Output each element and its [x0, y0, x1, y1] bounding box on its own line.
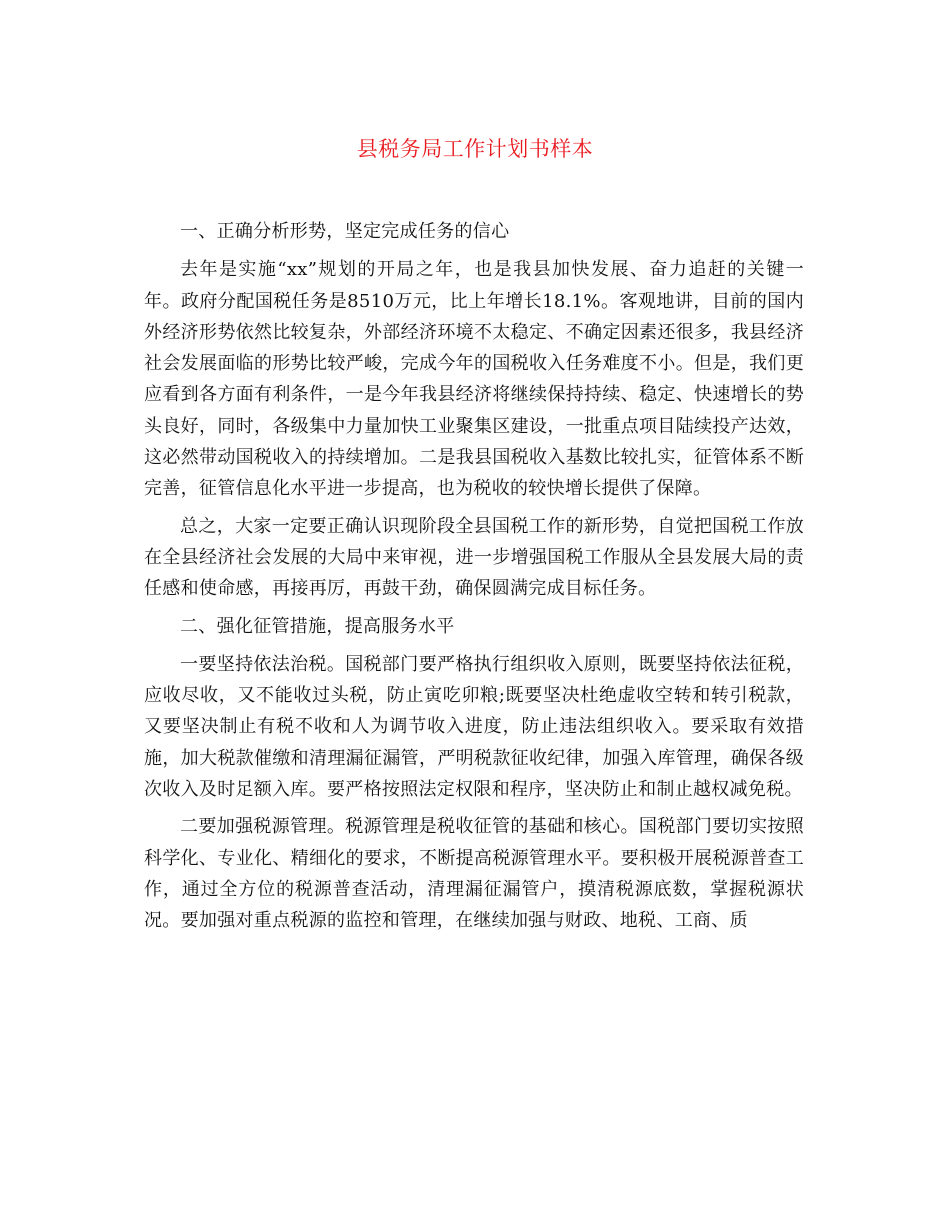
paragraph-rule-of-law: 一要坚持依法治税。国税部门要严格执行组织收入原则，既要坚持依法征税，应收尽收，又不能收过头税，防止寅吃卯粮;既要坚决杜绝虚收空转和转引税款，又要坚决制止有税不收和人为调节收入进度，防止违法组织收入。要采取有效措施，加大税款催缴和清理漏征漏管，严明税款征收纪律，加强入库管理，确保各级次收入及时足额入库。要严格按照法定权限和程序，坚决防止和制止越权减免税。 — [144, 653, 804, 801]
paragraph-background: 去年是实施“xx”规划的开局之年，也是我县加快发展、奋力追赶的关键一年。政府分配国税任务是8510万元，比上年增长18.1%。客观地讲，目前的国内外经济形势依然比较复杂，外部经济环境不太稳定、不确定因素还很多，我县经济社会发展面临的形势比较严峻，完成今年的国税收入任务难度不小。但是，我们更应看到各方面有利条件，一是今年我县经济将继续保持持续、稳定、快速增长的势头良好，同时，各级集中力量加快工业聚集区建设，一批重点项目陆续投产达效，这必然带动国税收入的持续增加。二是我县国税收入基数比较扎实，征管体系不断完善，征管信息化水平进一步提高，也为税收的较快增长提供了保障。 — [144, 259, 804, 500]
document-body — [144, 216, 804, 943]
paragraph-tax-source: 二要加强税源管理。税源管理是税收征管的基础和核心。国税部门要切实按照科学化、专业化、精细化的要求，不断提高税源管理水平。要积极开展税源普查工作，通过全方位的税源普查活动，清理漏征漏管户，摸清税源底数，掌握税源状况。要加强对重点税源的监控和管理，在继续加强与财政、地税、工商、质 — [144, 816, 804, 932]
paragraph-summary: 总之，大家一定要正确认识现阶段全县国税工作的新形势，自觉把国税工作放在全县经济社会发展的大局中来审视，进一步增强国税工作服从全县发展大局的责任感和使命感，再接再厉，再鼓干劲，确保圆满完成目标任务。 — [144, 515, 804, 600]
section-heading-2: 二、强化征管措施，提高服务水平 — [180, 615, 455, 637]
section-heading-1: 一、正确分析形势，坚定完成任务的信心 — [180, 221, 510, 242]
document-title: 县税务局工作计划书样本 — [356, 137, 594, 161]
